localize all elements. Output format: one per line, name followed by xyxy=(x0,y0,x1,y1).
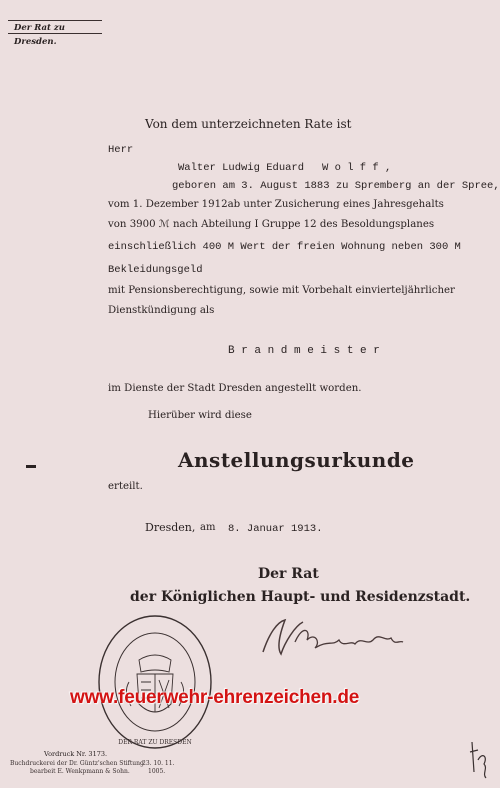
handwritten-signature xyxy=(255,612,405,664)
salary-line: von 3900 ℳ nach Abteilung I Gruppe 12 des Besoldungsplanes xyxy=(108,219,435,230)
issued-line: erteilt. xyxy=(108,481,143,492)
salutation: Herr xyxy=(108,144,134,156)
print-date-1: 23. 10. 11. xyxy=(142,760,175,767)
notice-line: Dienstkündigung als xyxy=(108,305,215,316)
header-label: Der Rat zu Dresden. xyxy=(8,20,102,34)
signature-line-1: Der Rat xyxy=(258,566,319,582)
signature-line-2: der Königlichen Haupt- und Residenzstadt. xyxy=(130,589,471,605)
svg-text:DER RAT ZU DRESDEN: DER RAT ZU DRESDEN xyxy=(118,739,192,746)
document-title: Anstellungsurkunde xyxy=(178,448,415,472)
position-title: B r a n d m e i s t e r xyxy=(228,345,380,357)
housing-line: einschließlich 400 M Wert der freien Wohnung neben 300 M xyxy=(108,241,461,253)
watermark-url: www.feuerwehr-ehrenzeichen.de xyxy=(70,687,360,708)
hereby-line: Hierüber wird diese xyxy=(148,410,252,421)
official-seal xyxy=(95,612,215,752)
print-date-2: 1005. xyxy=(148,768,166,775)
birth-line: geboren am 3. August 1883 zu Spremberg an der Spree, xyxy=(172,180,500,192)
margin-mark xyxy=(26,465,36,468)
place: Dresden, xyxy=(145,521,196,534)
printer-line-1: Buchdruckerei der Dr. Güntz'schen Stiftung xyxy=(10,760,144,767)
place-am: am xyxy=(200,522,216,533)
printer-line-2: bearbeit E. Wenkpmann & Sohn. xyxy=(30,768,130,775)
date-line: vom 1. Dezember 1912ab unter Zusicherung eines Jahresgehalts xyxy=(108,199,444,210)
name-family: W o l f f , xyxy=(322,162,392,174)
pension-line: mit Pensionsberechtigung, sowie mit Vorbehalt einvierteljährlicher xyxy=(108,285,455,296)
clothing-line: Bekleidungsgeld xyxy=(108,264,203,276)
issue-date: 8. Januar 1913. xyxy=(228,523,323,535)
name-given: Walter Ludwig Eduard xyxy=(178,162,305,174)
form-number: Vordruck Nr. 3173. xyxy=(44,750,108,758)
intro-line: Von dem unterzeichneten Rate ist xyxy=(145,117,352,131)
service-line: im Dienste der Stadt Dresden angestellt worden. xyxy=(108,383,362,394)
corner-initial-mark xyxy=(466,738,492,780)
